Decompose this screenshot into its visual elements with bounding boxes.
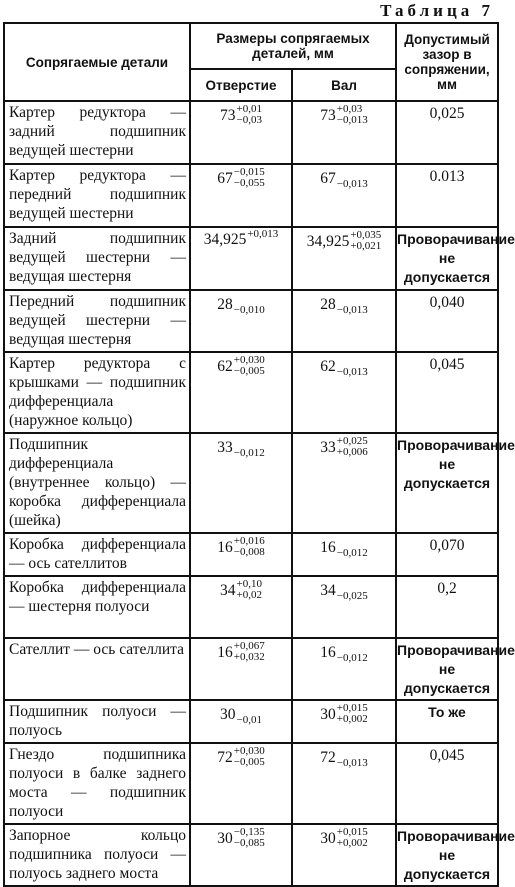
hole-base: 30 [220, 706, 236, 723]
shaft-base: 30 [320, 705, 336, 723]
hole-size-cell [190, 290, 292, 352]
allowed-gap: Проворачивание не допускается [396, 227, 498, 290]
hole-tolerance-upper: +0,01 [236, 103, 262, 115]
shaft-tolerance [350, 230, 381, 252]
allowed-gap: 0,025 [396, 101, 498, 164]
table-row [4, 824, 498, 886]
shaft-tolerance-lower: −0,025 [336, 590, 368, 602]
header-parts: Сопрягаемые детали [4, 23, 190, 101]
shaft-tolerance-lower: −0,013 [336, 114, 368, 126]
hole-tolerance [234, 641, 265, 663]
hole-tolerance-lower: −0,03 [236, 114, 262, 126]
hole-tolerance-lower: −0,085 [233, 837, 265, 849]
hole-size-cell [190, 352, 292, 433]
table-row [4, 290, 498, 352]
shaft-tolerance-lower: +0,021 [350, 240, 382, 252]
hole-tolerance-upper: +0,067 [233, 640, 265, 652]
hole-tolerance [234, 167, 265, 189]
hole-size-cell [190, 227, 292, 290]
shaft-tolerance-lower: +0,002 [336, 713, 368, 725]
hole-tolerance-lower: +0,02 [236, 589, 262, 601]
hole-tolerance [234, 293, 265, 316]
hole-tolerance [237, 104, 262, 126]
hole-dimension [217, 827, 264, 849]
hole-base: 34,925 [203, 231, 247, 248]
shaft-tolerance [337, 436, 368, 458]
shaft-base: 16 [320, 644, 336, 661]
hole-tolerance-upper: −0,015 [233, 166, 265, 178]
shaft-dimension [320, 746, 367, 769]
shaft-tolerance [337, 293, 368, 316]
shaft-size-cell [292, 433, 396, 533]
hole-dimension [217, 436, 264, 459]
table-row [4, 433, 498, 533]
table-row [4, 700, 498, 743]
hole-size-cell [190, 101, 292, 164]
shaft-dimension [320, 579, 367, 602]
hole-tolerance-upper: +0,016 [233, 535, 265, 547]
hole-tolerance-lower: −0,008 [233, 546, 265, 558]
shaft-base: 62 [320, 358, 336, 375]
hole-dimension [217, 536, 264, 558]
shaft-base: 67 [320, 170, 336, 187]
shaft-base: 28 [320, 296, 336, 313]
shaft-dimension [320, 536, 367, 559]
shaft-dimension [320, 703, 367, 725]
hole-tolerance-lower: −0,01 [236, 714, 262, 726]
hole-size-cell [190, 638, 292, 700]
table-row [4, 227, 498, 290]
hole-tolerance-lower: −0,005 [233, 756, 265, 768]
hole-base: 34 [220, 581, 236, 599]
hole-base: 28 [217, 296, 233, 313]
mating-parts: Передний подшипник ведущей шестерни — ведущая шестерня [4, 290, 190, 352]
shaft-tolerance [337, 104, 368, 126]
allowed-gap: 0,045 [396, 352, 498, 433]
shaft-tolerance [337, 746, 368, 769]
allowed-gap: 0,045 [396, 743, 498, 824]
header-shaft: Вал [292, 69, 396, 101]
hole-base: 30 [217, 829, 233, 847]
mating-parts: Сателлит — ось сателлита [4, 638, 190, 700]
shaft-base: 34 [320, 582, 336, 599]
shaft-tolerance-upper: +0,03 [336, 103, 363, 115]
shaft-size-cell [292, 824, 396, 886]
hole-tolerance [237, 703, 262, 726]
hole-size-cell [190, 433, 292, 533]
shaft-tolerance [337, 167, 368, 190]
hole-dimension [217, 355, 264, 377]
allowed-gap: Проворачивание не допускается [396, 638, 498, 700]
shaft-size-cell [292, 638, 396, 700]
table-row [4, 743, 498, 824]
hole-dimension [217, 746, 264, 768]
shaft-tolerance-lower: −0,013 [336, 366, 368, 378]
allowed-gap: 0,040 [396, 290, 498, 352]
hole-tolerance [234, 827, 265, 849]
allowed-gap: 0.013 [396, 164, 498, 227]
shaft-tolerance-lower: +0,006 [336, 446, 368, 458]
header-hole: Отверстие [190, 69, 292, 101]
table-row [4, 533, 498, 576]
mating-parts: Подшипник полуоси — полуось [4, 700, 190, 743]
header-sizes: Размеры сопрягаемых деталей, мм [190, 23, 396, 69]
allowed-gap: Проворачивание не допускается [396, 824, 498, 886]
hole-tolerance [234, 746, 265, 768]
mating-parts: Задний подшипник ведущей шестерни — ведущая шестерня [4, 227, 190, 290]
hole-base: 73 [220, 106, 236, 124]
allowed-gap: 0,2 [396, 576, 498, 638]
shaft-size-cell [292, 743, 396, 824]
hole-tolerance [234, 436, 265, 459]
hole-dimension [217, 293, 264, 316]
hole-base: 16 [217, 643, 233, 661]
hole-size-cell [190, 533, 292, 576]
shaft-base: 73 [320, 106, 336, 124]
shaft-tolerance [337, 703, 368, 725]
shaft-size-cell [292, 290, 396, 352]
mating-parts: Картер редуктора с крышками — подшипник дифференциала (наружное кольцо) [4, 352, 190, 433]
hole-tolerance-lower: +0,032 [233, 651, 265, 663]
hole-base: 33 [217, 439, 233, 456]
hole-tolerance-lower: −0,005 [233, 365, 265, 377]
hole-size-cell [190, 164, 292, 227]
hole-tolerance-lower: −0,012 [233, 447, 265, 459]
hole-base: 16 [217, 538, 233, 556]
hole-tolerance-upper: +0,10 [236, 578, 262, 590]
hole-size-cell [190, 576, 292, 638]
hole-dimension [220, 104, 262, 126]
mating-parts: Подшипник дифференциала (внутреннее кольцо) — коробка дифференциала (шейка) [4, 433, 190, 533]
shaft-tolerance-lower: −0,012 [336, 547, 368, 559]
hole-dimension [220, 579, 262, 601]
shaft-base: 16 [320, 539, 336, 556]
shaft-base: 33 [320, 438, 336, 456]
shaft-dimension [320, 355, 367, 378]
shaft-tolerance-lower: −0,013 [336, 757, 368, 769]
shaft-base: 34,925 [306, 232, 350, 250]
hole-size-cell [190, 824, 292, 886]
shaft-dimension [320, 641, 367, 664]
header-gap: Допустимый зазор в сопряжении, мм [396, 23, 498, 101]
mating-parts: Гнездо подшипника полуоси в балке заднего моста — подшипник полуоси [4, 743, 190, 824]
shaft-tolerance [337, 641, 368, 664]
hole-size-cell [190, 700, 292, 743]
shaft-size-cell [292, 164, 396, 227]
mating-parts: Коробка дифференциала — шестерня полуоси [4, 576, 190, 638]
shaft-tolerance [337, 579, 368, 602]
mating-parts: Коробка дифференциала — ось сателлитов [4, 533, 190, 576]
shaft-tolerance [337, 355, 368, 378]
hole-size-cell [190, 743, 292, 824]
hole-tolerance [234, 536, 265, 558]
shaft-dimension [320, 293, 367, 316]
shaft-size-cell [292, 101, 396, 164]
hole-base: 67 [217, 169, 233, 187]
hole-dimension [204, 230, 279, 249]
shaft-base: 30 [320, 829, 336, 847]
shaft-tolerance-upper: +0,015 [336, 702, 368, 714]
hole-base: 62 [217, 357, 233, 375]
table-row [4, 638, 498, 700]
hole-tolerance-lower: −0,055 [233, 177, 265, 189]
shaft-tolerance-lower: −0,013 [336, 178, 368, 190]
shaft-size-cell [292, 533, 396, 576]
shaft-tolerance [337, 827, 368, 849]
hole-tolerance [234, 355, 265, 377]
table-caption: Таблица 7 [380, 1, 494, 20]
mating-parts: Картер редуктора — задний подшипник ведущей шестерни [4, 101, 190, 164]
mating-parts: Картер редуктора — передний подшипник ведущей шестерни [4, 164, 190, 227]
hole-dimension [217, 167, 264, 189]
shaft-size-cell [292, 227, 396, 290]
table-row [4, 164, 498, 227]
table-row [4, 576, 498, 638]
shaft-tolerance-upper: +0,015 [336, 826, 368, 838]
hole-dimension [220, 703, 262, 726]
hole-base: 72 [217, 748, 233, 766]
fit-table [3, 22, 515, 887]
allowed-gap: 0,070 [396, 533, 498, 576]
shaft-dimension [320, 104, 367, 126]
shaft-dimension [307, 230, 382, 252]
hole-dimension [217, 641, 264, 663]
mating-parts: Запорное кольцо подшипника полуоси — полуось заднего моста [4, 824, 190, 886]
table-row [4, 101, 498, 164]
shaft-tolerance-lower: −0,013 [336, 304, 368, 316]
shaft-tolerance-upper: +0,025 [336, 435, 368, 447]
hole-tolerance-upper: +0,030 [233, 745, 265, 757]
shaft-size-cell [292, 576, 396, 638]
hole-tolerance-upper: −0,135 [233, 826, 265, 838]
hole-tolerance-upper: +0,030 [233, 354, 265, 366]
shaft-dimension [320, 167, 367, 190]
shaft-size-cell [292, 352, 396, 433]
shaft-tolerance [337, 536, 368, 559]
shaft-tolerance-lower: +0,002 [336, 837, 368, 849]
shaft-tolerance-lower: −0,012 [336, 652, 368, 664]
allowed-gap: Проворачивание не допускается [396, 433, 498, 533]
hole-tolerance-upper: +0,013 [247, 228, 279, 240]
shaft-dimension [320, 827, 367, 849]
allowed-gap: То же [396, 700, 498, 743]
shaft-base: 72 [320, 749, 336, 766]
shaft-tolerance-upper: +0,035 [350, 229, 382, 241]
shaft-dimension [320, 436, 367, 458]
shaft-size-cell [292, 700, 396, 743]
hole-tolerance [237, 579, 262, 601]
hole-tolerance-lower: −0,010 [233, 304, 265, 316]
table-row [4, 352, 498, 433]
hole-tolerance [247, 228, 279, 240]
